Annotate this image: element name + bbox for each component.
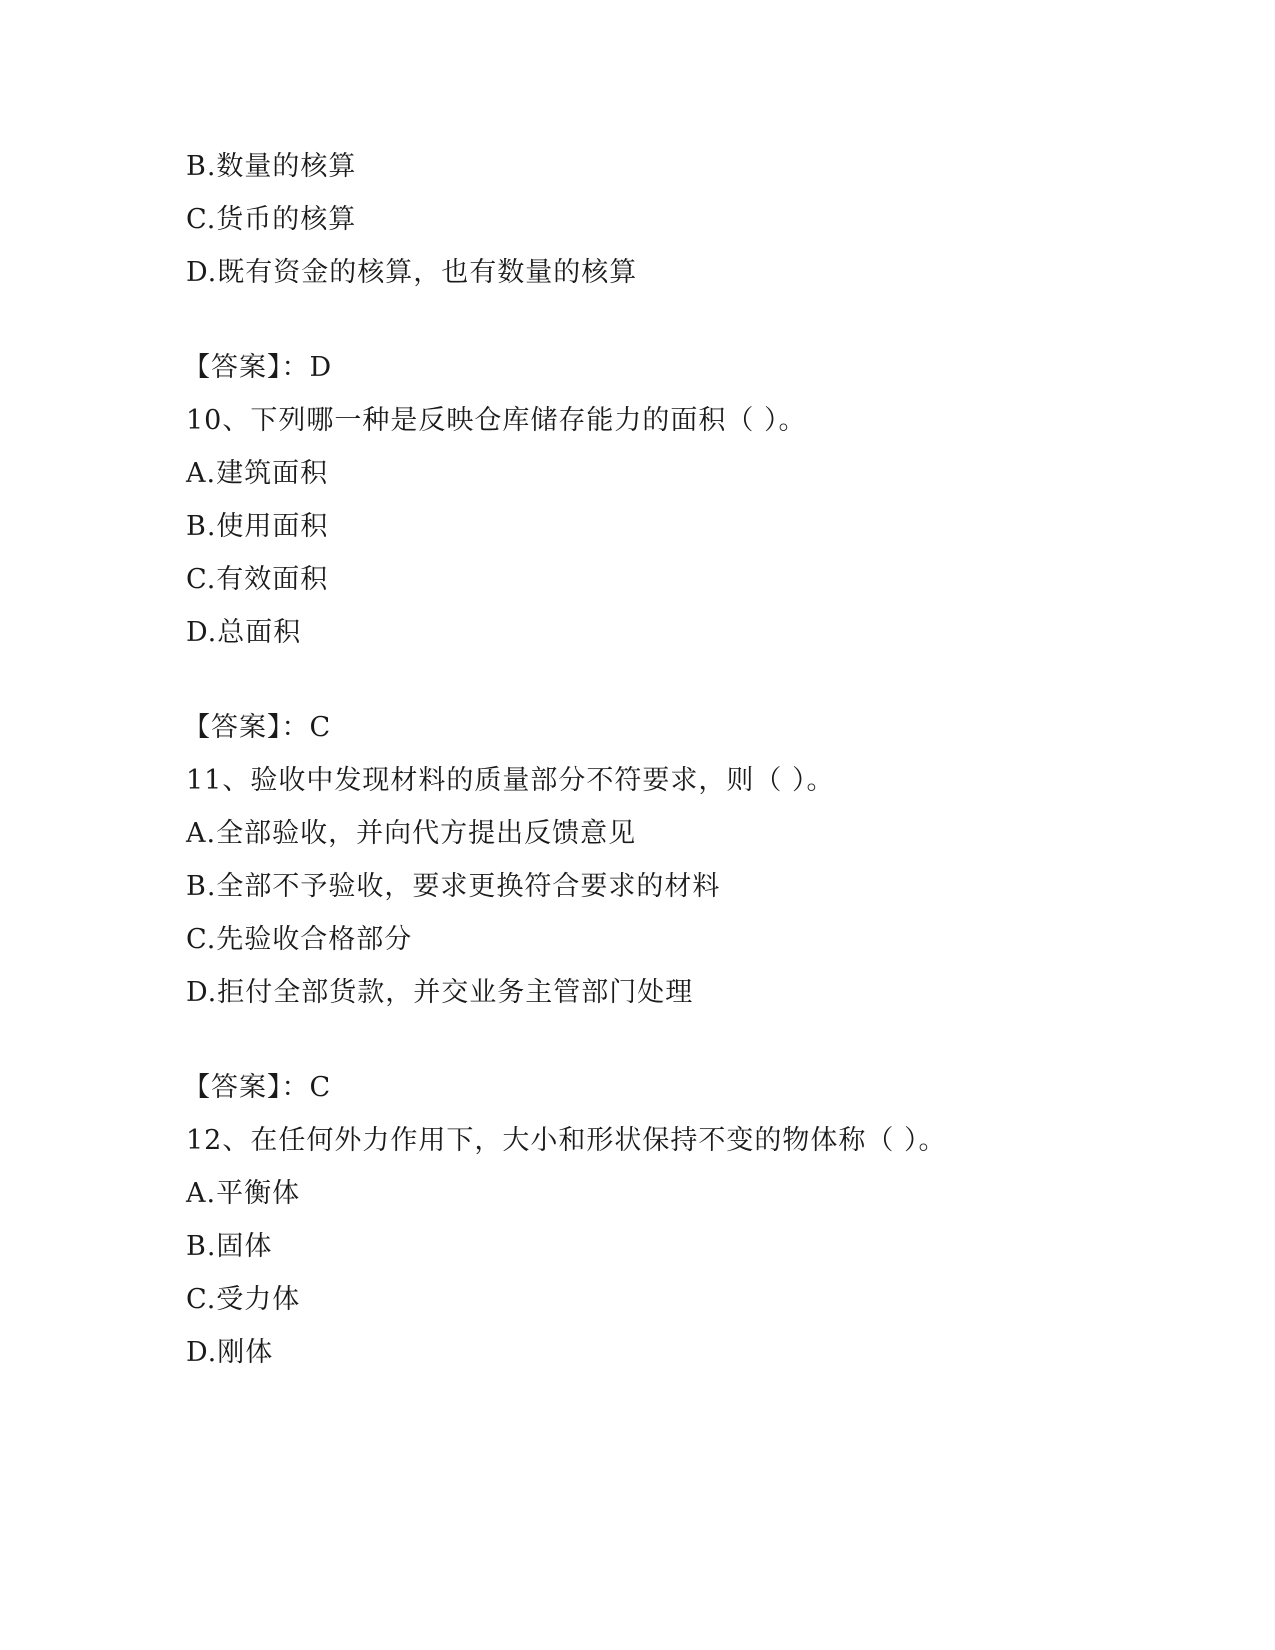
q10-question: 10、下列哪一种是反映仓库储存能力的面积（ ）。 <box>186 405 807 436</box>
q12-question: 12、在任何外力作用下，大小和形状保持不变的物体称（ ）。 <box>186 1125 947 1156</box>
q10-option-d: D.总面积 <box>186 617 302 648</box>
q9-option-b: B.数量的核算 <box>186 151 357 182</box>
q10-option-c: C.有效面积 <box>186 564 329 595</box>
q12-option-a: A.平衡体 <box>186 1178 301 1209</box>
q10-option-a: A.建筑面积 <box>186 458 329 489</box>
q12-option-d: D.刚体 <box>186 1337 274 1368</box>
q12-option-b: B.固体 <box>186 1231 273 1262</box>
q12-option-c: C.受力体 <box>186 1284 301 1315</box>
q10-option-b: B.使用面积 <box>186 511 329 542</box>
q9-answer: 【答案】：D <box>183 352 333 383</box>
q11-option-c: C.先验收合格部分 <box>186 924 413 955</box>
q11-option-a: A.全部验收，并向代方提出反馈意见 <box>186 818 637 849</box>
q11-option-d: D.拒付全部货款，并交业务主管部门处理 <box>186 977 694 1008</box>
q10-answer: 【答案】：C <box>183 712 332 743</box>
q9-option-d: D.既有资金的核算，也有数量的核算 <box>186 257 638 288</box>
q11-option-b: B.全部不予验收，要求更换符合要求的材料 <box>186 871 721 902</box>
q11-answer: 【答案】：C <box>183 1072 332 1103</box>
q11-question: 11、验收中发现材料的质量部分不符要求，则（ ）。 <box>186 765 835 796</box>
q9-option-c: C.货币的核算 <box>186 204 357 235</box>
